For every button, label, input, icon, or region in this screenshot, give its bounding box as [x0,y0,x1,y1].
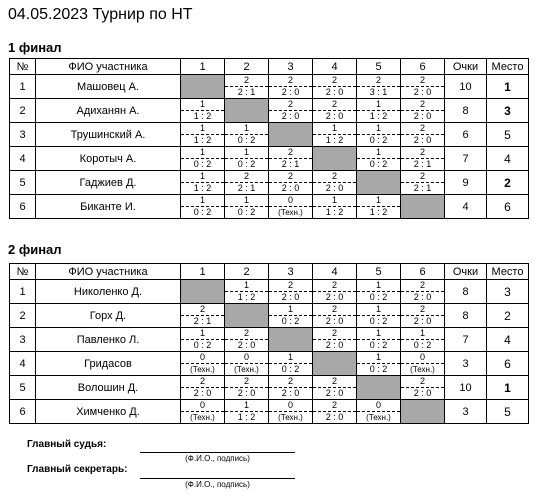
match-points: 2 [269,147,312,159]
match-result-cell [401,123,445,147]
match-result-cell [357,99,401,123]
match-score: 2 : 0 [413,135,432,145]
chief-secretary-label: Главный секретарь: [27,464,128,475]
match-score: 2 : 0 [325,183,344,193]
match-result-cell [401,280,445,304]
match-score: 2 : 0 [413,292,432,302]
match-result-cell [401,304,445,328]
match-score: 1 : 2 [237,292,256,302]
table-row [10,195,529,219]
match-points: 2 [313,328,356,340]
match-result-cell [313,195,357,219]
table-row [10,328,529,352]
table-row [10,280,529,304]
match-result-cell [357,123,401,147]
header-row [10,59,529,75]
col-header-opponent-1: 1 [181,59,225,75]
match-points: 0 [357,400,400,412]
col-header-name: ФИО участника [36,264,181,280]
col-header-opponent-6: 6 [401,59,445,75]
col-header-opponent-1: 1 [181,264,225,280]
match-points: 0 [269,400,312,412]
match-score: 2 : 1 [193,316,212,326]
match-result-cell [225,376,269,400]
col-header-num: № [10,59,36,75]
match-score: 2 : 0 [325,292,344,302]
match-score: 2 : 0 [281,111,300,121]
match-points: 2 [269,75,312,87]
row-number: 4 [10,147,36,171]
match-result-cell [269,304,313,328]
match-result-cell [181,352,225,376]
match-result-cell [225,280,269,304]
match-score: 2 : 1 [413,183,432,193]
match-result-cell [357,304,401,328]
match-score: 2 : 0 [325,316,344,326]
participant-name: Волошин Д. [36,376,181,400]
final-place: 3 [487,280,529,304]
total-points: 6 [445,123,487,147]
match-points: 2 [313,280,356,292]
row-number: 3 [10,328,36,352]
match-points: 0 [181,352,224,364]
final-place: 4 [487,328,529,352]
diagonal-cell [225,99,269,123]
match-points: 2 [401,75,444,87]
match-score: 1 : 2 [237,412,256,422]
match-result-cell [313,328,357,352]
match-points: 1 [357,99,400,111]
match-score: (Техн.) [190,365,215,374]
match-points: 1 [225,147,268,159]
final-1-table [9,58,529,219]
row-number: 6 [10,195,36,219]
diagonal-cell [313,352,357,376]
match-result-cell [269,400,313,424]
match-points: 0 [269,195,312,207]
total-points: 7 [445,147,487,171]
row-number: 5 [10,376,36,400]
match-result-cell [357,195,401,219]
final-1-title: 1 финал [8,40,62,55]
diagonal-cell [269,123,313,147]
match-result-cell [269,99,313,123]
match-points: 2 [269,280,312,292]
total-points: 8 [445,304,487,328]
row-number: 1 [10,75,36,99]
match-result-cell [181,400,225,424]
match-points: 2 [269,171,312,183]
match-score: 1 : 2 [369,207,388,217]
match-points: 2 [401,147,444,159]
match-score: 0 : 2 [369,159,388,169]
match-result-cell [313,99,357,123]
total-points: 10 [445,376,487,400]
row-number: 3 [10,123,36,147]
total-points: 3 [445,352,487,376]
col-header-points: Очки [445,264,487,280]
match-result-cell [269,171,313,195]
match-score: 0 : 2 [281,316,300,326]
col-header-num: № [10,264,36,280]
participant-name: Гаджиев Д. [36,171,181,195]
match-score: 1 : 2 [325,207,344,217]
match-points: 1 [357,352,400,364]
match-result-cell [357,328,401,352]
final-place: 1 [487,75,529,99]
match-result-cell [401,328,445,352]
match-points: 2 [401,171,444,183]
total-points: 8 [445,280,487,304]
col-header-opponent-2: 2 [225,264,269,280]
col-header-opponent-4: 4 [313,264,357,280]
col-header-opponent-5: 5 [357,264,401,280]
final-place: 1 [487,376,529,400]
chief-secretary-caption: (Ф.И.О., подпись) [185,480,250,489]
match-points: 1 [269,304,312,316]
match-result-cell [181,123,225,147]
col-header-opponent-6: 6 [401,264,445,280]
match-result-cell [225,328,269,352]
document-title: 04.05.2023 Турнир по НТ [8,6,193,23]
match-points: 2 [401,280,444,292]
col-header-name: ФИО участника [36,59,181,75]
match-result-cell [225,147,269,171]
diagonal-cell [313,147,357,171]
match-result-cell [401,376,445,400]
match-points: 2 [269,376,312,388]
participant-name: Химченко Д. [36,400,181,424]
match-score: 2 : 0 [413,87,432,97]
match-result-cell [225,352,269,376]
match-result-cell [401,99,445,123]
diagonal-cell [401,195,445,219]
match-score: 2 : 0 [281,87,300,97]
match-result-cell [357,75,401,99]
participant-name: Гридасов [36,352,181,376]
match-score: 0 : 2 [369,364,388,374]
match-points: 2 [225,376,268,388]
match-result-cell [225,400,269,424]
match-points: 1 [357,195,400,207]
match-score: 0 : 2 [413,340,432,350]
match-result-cell [401,171,445,195]
match-result-cell [181,147,225,171]
match-score: 2 : 0 [325,111,344,121]
col-header-opponent-4: 4 [313,59,357,75]
match-score: 2 : 0 [281,183,300,193]
match-score: 0 : 2 [369,316,388,326]
match-score: 2 : 0 [413,111,432,121]
table-row [10,171,529,195]
col-header-opponent-2: 2 [225,59,269,75]
match-result-cell [313,376,357,400]
match-score: 2 : 0 [413,388,432,398]
match-points: 1 [181,123,224,135]
match-result-cell [225,123,269,147]
participant-name: Павленко Л. [36,328,181,352]
match-points: 1 [357,328,400,340]
match-result-cell [313,400,357,424]
match-score: (Техн.) [410,365,435,374]
match-score: (Техн.) [234,365,259,374]
match-result-cell [401,147,445,171]
match-result-cell [181,304,225,328]
match-result-cell [269,195,313,219]
match-score: 2 : 1 [237,87,256,97]
match-score: 2 : 1 [413,159,432,169]
match-points: 1 [357,280,400,292]
match-points: 2 [313,304,356,316]
participant-name: Горх Д. [36,304,181,328]
diagonal-cell [357,376,401,400]
match-score: 2 : 0 [281,388,300,398]
match-points: 2 [269,99,312,111]
match-points: 1 [357,123,400,135]
match-score: 0 : 2 [193,159,212,169]
participant-name: Биканте И. [36,195,181,219]
match-result-cell [181,195,225,219]
match-result-cell [181,99,225,123]
match-points: 2 [401,376,444,388]
col-header-place: Место [487,264,529,280]
match-points: 2 [313,376,356,388]
match-score: 0 : 2 [193,340,212,350]
match-result-cell [225,195,269,219]
match-result-cell [401,75,445,99]
match-points: 2 [313,99,356,111]
match-points: 1 [313,123,356,135]
match-result-cell [357,280,401,304]
match-result-cell [181,376,225,400]
table-row [10,99,529,123]
match-points: 1 [225,280,268,292]
match-score: 2 : 1 [281,159,300,169]
match-score: (Техн.) [278,413,303,422]
final-place: 2 [487,171,529,195]
match-score: 0 : 2 [193,207,212,217]
match-points: 1 [269,352,312,364]
row-number: 1 [10,280,36,304]
total-points: 8 [445,99,487,123]
match-points: 2 [313,171,356,183]
match-score: 2 : 0 [237,340,256,350]
match-points: 1 [181,99,224,111]
match-points: 0 [181,400,224,412]
chief-judge-label: Главный судья: [27,439,107,450]
match-points: 2 [225,171,268,183]
table-row [10,147,529,171]
match-score: 2 : 1 [237,183,256,193]
diagonal-cell [401,400,445,424]
match-score: 2 : 0 [237,388,256,398]
match-result-cell [225,171,269,195]
match-points: 2 [225,328,268,340]
match-result-cell [181,171,225,195]
table-row [10,123,529,147]
match-result-cell [313,171,357,195]
total-points: 3 [445,400,487,424]
row-number: 5 [10,171,36,195]
match-score: 0 : 2 [237,135,256,145]
row-number: 4 [10,352,36,376]
match-score: 0 : 2 [281,364,300,374]
chief-judge-signature-line [140,452,295,453]
match-points: 2 [313,75,356,87]
total-points: 10 [445,75,487,99]
match-score: 0 : 2 [369,135,388,145]
match-score: 2 : 0 [193,388,212,398]
match-points: 1 [401,328,444,340]
match-result-cell [357,352,401,376]
match-score: 3 : 1 [369,87,388,97]
final-2-table [9,263,529,424]
header-row [10,264,529,280]
match-score: 2 : 0 [325,340,344,350]
match-score: 0 : 2 [369,292,388,302]
match-score: 2 : 0 [281,292,300,302]
diagonal-cell [225,304,269,328]
match-result-cell [269,352,313,376]
match-result-cell [313,123,357,147]
match-score: 0 : 2 [237,207,256,217]
match-score: 2 : 0 [325,412,344,422]
match-points: 1 [225,400,268,412]
participant-name: Трушинский А. [36,123,181,147]
match-score: 1 : 2 [193,183,212,193]
table-row [10,376,529,400]
match-points: 1 [225,123,268,135]
total-points: 4 [445,195,487,219]
match-points: 2 [313,400,356,412]
match-result-cell [313,304,357,328]
match-points: 2 [357,75,400,87]
col-header-opponent-3: 3 [269,59,313,75]
match-score: 2 : 0 [413,316,432,326]
match-points: 1 [181,171,224,183]
col-header-points: Очки [445,59,487,75]
match-score: 1 : 2 [369,111,388,121]
total-points: 7 [445,328,487,352]
match-points: 1 [181,195,224,207]
match-points: 1 [225,195,268,207]
final-place: 4 [487,147,529,171]
match-result-cell [269,376,313,400]
row-number: 2 [10,304,36,328]
match-score: (Техн.) [366,413,391,422]
match-points: 1 [357,147,400,159]
match-points: 2 [181,376,224,388]
match-score: (Техн.) [190,413,215,422]
diagonal-cell [357,171,401,195]
match-points: 2 [401,304,444,316]
diagonal-cell [269,328,313,352]
match-score: 1 : 2 [193,111,212,121]
final-place: 5 [487,123,529,147]
final-place: 6 [487,352,529,376]
match-points: 1 [357,304,400,316]
chief-secretary-signature-line [140,478,295,479]
final-place: 2 [487,304,529,328]
match-result-cell [269,147,313,171]
diagonal-cell [181,75,225,99]
match-score: 0 : 2 [237,159,256,169]
match-result-cell [357,147,401,171]
match-score: 1 : 2 [193,135,212,145]
col-header-opponent-5: 5 [357,59,401,75]
match-result-cell [225,75,269,99]
row-number: 2 [10,99,36,123]
total-points: 9 [445,171,487,195]
match-points: 2 [225,75,268,87]
table-row [10,400,529,424]
match-points: 1 [181,328,224,340]
final-place: 6 [487,195,529,219]
match-points: 2 [401,123,444,135]
match-points: 1 [181,147,224,159]
match-result-cell [313,280,357,304]
match-points: 2 [401,99,444,111]
table-row [10,75,529,99]
participant-name: Адиханян А. [36,99,181,123]
match-points: 0 [401,352,444,364]
match-result-cell [181,328,225,352]
participant-name: Машовец А. [36,75,181,99]
match-score: 1 : 2 [325,135,344,145]
chief-judge-caption: (Ф.И.О., подпись) [185,454,250,463]
match-score: (Техн.) [278,208,303,217]
match-score: 2 : 0 [325,388,344,398]
match-points: 2 [181,304,224,316]
col-header-opponent-3: 3 [269,264,313,280]
match-result-cell [269,280,313,304]
final-place: 3 [487,99,529,123]
participant-name: Коротыч А. [36,147,181,171]
table-row [10,304,529,328]
match-score: 2 : 0 [325,87,344,97]
match-score: 0 : 2 [369,340,388,350]
table-row [10,352,529,376]
final-2-title: 2 финал [8,242,62,257]
match-result-cell [401,352,445,376]
final-place: 5 [487,400,529,424]
match-result-cell [269,75,313,99]
row-number: 6 [10,400,36,424]
match-points: 1 [313,195,356,207]
match-result-cell [357,400,401,424]
diagonal-cell [181,280,225,304]
match-result-cell [313,75,357,99]
participant-name: Николенко Д. [36,280,181,304]
match-points: 0 [225,352,268,364]
col-header-place: Место [487,59,529,75]
